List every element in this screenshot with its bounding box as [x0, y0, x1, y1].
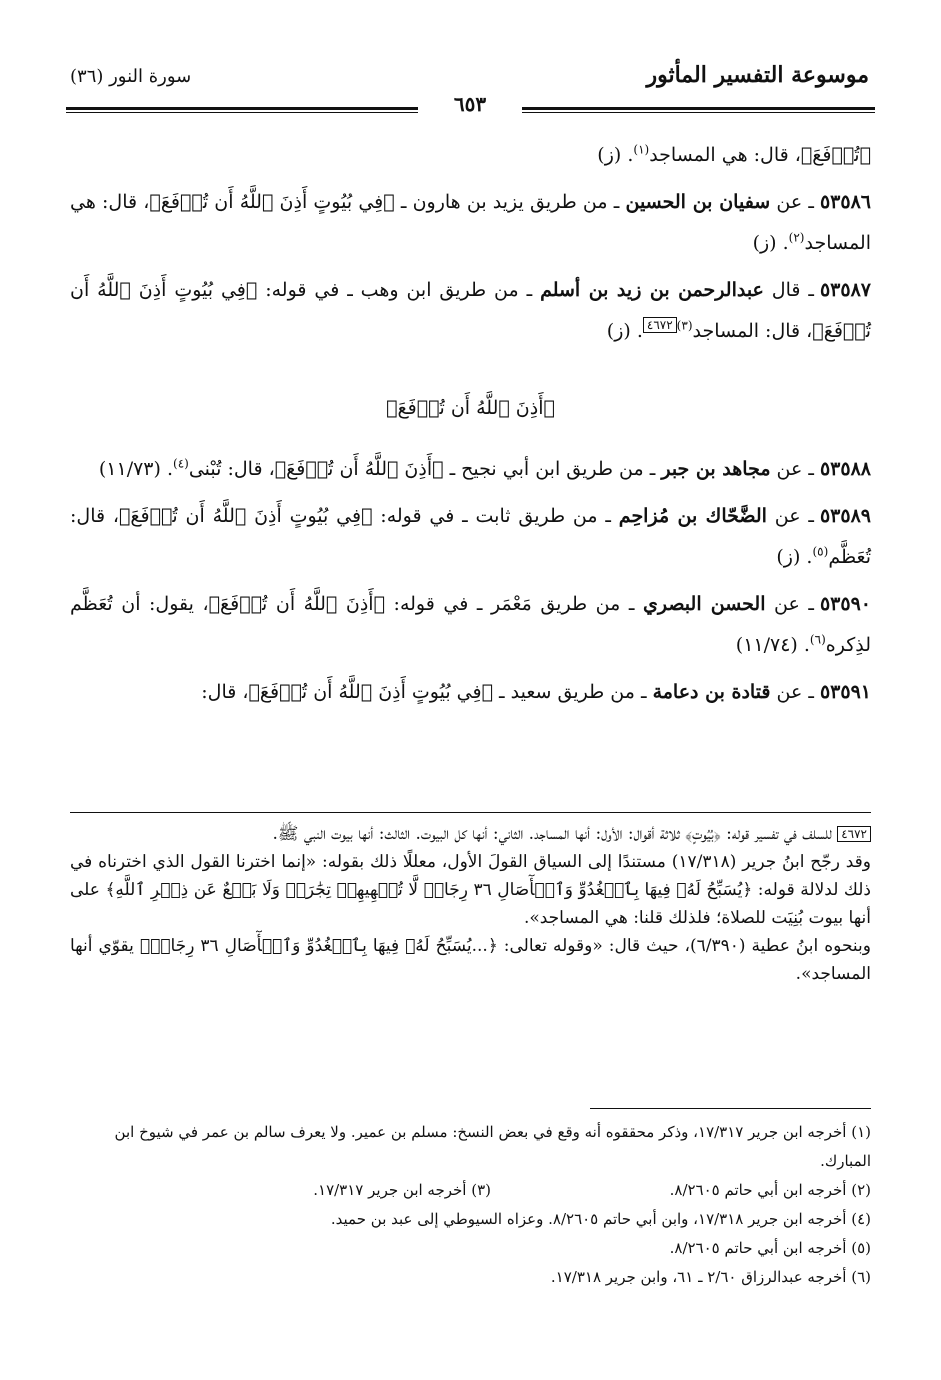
footnotes [70, 1118, 871, 1292]
entry: ٥٣٥٩٠ـ عن الحسن البصري ـ من طريق مَعْمَر ـ في قوله: ﴿أَذِنَ ٱللَّهُ أَن تُرۡفَعَ﴾، يقول: أن تُعَظَّم لذِكره$^{(٦)}$. (١١/٧٤) [70, 593, 871, 656]
entry: ﴿تُرۡفَعَ﴾، قال: هي المساجد$^{(١)}$. (ز) [597, 142, 871, 166]
entry: ٥٣٥٨٩ـ عن الضَّحّاك بن مُزاحِم ـ من طريق ثابت ـ في قوله: ﴿فِي بُيُوتٍ أَذِنَ ٱللَّهُ أَن تُرۡفَعَ﴾، قال: تُعَظَّم$^{(٥)}$. (ز) [70, 505, 871, 568]
note-paragraph: وبنحوه ابنُ عطية (٦/٣٩٠)، حيث قال: «وقوله تعالى: ﴿...يُسَبِّحُ لَهُۥ فِيهَا بِٱلۡغُدُوِّ وَٱلۡأٓصَالِ ٣٦ رِجَالٞ﴾ يقوّي أنها المساجد». [70, 936, 871, 984]
narrator-name: سفيان بن الحسين [625, 191, 771, 213]
narrator-name: عبدالرحمن بن زيد بن أسلم [540, 279, 764, 301]
entry-number: ٥٣٥٨٧ [819, 279, 871, 301]
footnote: (٥) أخرجه ابن أبي حاتم ٨/٢٦٠٥. [669, 1239, 871, 1257]
entry: ٥٣٥٨٨ـ عن مجاهد بن جبر ـ من طريق ابن أبي نجيح ـ ﴿أَذِنَ ٱللَّهُ أَن تُرۡفَعَ﴾، قال: تُبْنى$^{(٤)}$. (١١/٧٣) [98, 456, 871, 480]
note-box: ٤٦٧٢ [837, 826, 871, 842]
footnote: (٢) أخرجه ابن أبي حاتم ٨/٢٦٠٥. [669, 1181, 871, 1199]
entry-number: ٥٣٥٩١ [819, 681, 871, 703]
footnote: (١) أخرجه ابن جرير ١٧/٣١٧، وذكر محققوه أنه وقع في بعض النسخ: مسلم بن عمير. ولا يعرف سالم بن عمر في شيوخ ابن المبارك. [114, 1123, 871, 1170]
entry: ٥٣٥٨٧ـ قال عبدالرحمن بن زيد بن أسلم ـ من طريق ابن وهب ـ في قوله: ﴿فِي بُيُوتٍ أَذِنَ ٱللَّهُ أَن تُرۡفَعَ﴾، قال: المساجد$^{(٣)}$٤٦٧٢. (ز) [70, 279, 871, 342]
book-title: موسوعة التفسير المأثور [646, 62, 869, 88]
footnotes-divider [590, 1108, 871, 1109]
footnote: (٦) أخرجه عبدالرزاق ٢/٦٠ ـ ٦١، وابن جرير ١٧/٣١٨. [550, 1268, 871, 1286]
main-text [70, 135, 871, 719]
section-heading: ﴿أَذِنَ ٱللَّهُ أَن تُرۡفَعَ﴾ [386, 397, 555, 419]
entry-number: ٥٣٥٨٨ [819, 458, 871, 480]
commentary-notes [70, 820, 871, 988]
surah-label: سورة النور (٣٦) [70, 66, 192, 87]
notes-divider [70, 812, 871, 813]
narrator-name: قتادة بن دعامة [652, 681, 771, 703]
narrator-name: الضَّحّاك بن مُزاحِم [618, 505, 767, 527]
note-paragraph: ٤٦٧٢ للسلف في تفسير قوله: ﴿بُيُوتٍ﴾ ثلاثة أقوال: الأول: أنها المساجد. الثاني: أنها كل البيوت. الثالث: أنها بيوت النبي ﷺ. [70, 820, 871, 848]
note-paragraph: وقد رجّح ابنُ جرير (١٧/٣١٨) مستندًا إلى السياق القولَ الأول، معللًا ذلك بقوله: «إنما اخترنا القول الذي اخترناه في ذلك لدلالة قوله: ﴿يُسَبِّحُ لَهُۥ فِيهَا بِٱلۡغُدُوِّ وَٱلۡأٓصَالِ ٣٦ رِجَالٞ لَّا تُلۡهِيهِمۡ تِجَٰرَةٞ وَلَا بَيۡعٌ عَن ذِكۡرِ ٱللَّهِ﴾ على أنها بيوت بُنِيَت للصلاة؛ فلذلك قلنا: هي المساجد». [70, 852, 871, 928]
entry: ٥٣٥٨٦ـ عن سفيان بن الحسين ـ من طريق يزيد بن هارون ـ ﴿فِي بُيُوتٍ أَذِنَ ٱللَّهُ أَن تُرۡفَعَ﴾، قال: هي المساجد$^{(٢)}$. (ز) [70, 191, 871, 254]
footnote: (٣) أخرجه ابن جرير ١٧/٣١٧. [313, 1181, 491, 1199]
entry-number: ٥٣٥٩٠ [819, 593, 871, 615]
page-number: ٦٥٣ [453, 92, 487, 116]
note-ref-box: ٤٦٧٢ [643, 317, 677, 333]
narrator-name: مجاهد بن جبر [661, 458, 771, 480]
entry-number: ٥٣٥٨٩ [819, 505, 871, 527]
entry-number: ٥٣٥٨٦ [819, 191, 871, 213]
narrator-name: الحسن البصري [642, 593, 766, 615]
footnote: (٤) أخرجه ابن جرير ١٧/٣١٨، وابن أبي حاتم ٨/٢٦٠٥. وعزاه السيوطي إلى عبد بن حميد. [330, 1210, 871, 1228]
entry: ٥٣٥٩١ـ عن قتادة بن دعامة ـ من طريق سعيد ـ ﴿فِي بُيُوتٍ أَذِنَ ٱللَّهُ أَن تُرۡفَعَ﴾، قال: [201, 681, 871, 703]
